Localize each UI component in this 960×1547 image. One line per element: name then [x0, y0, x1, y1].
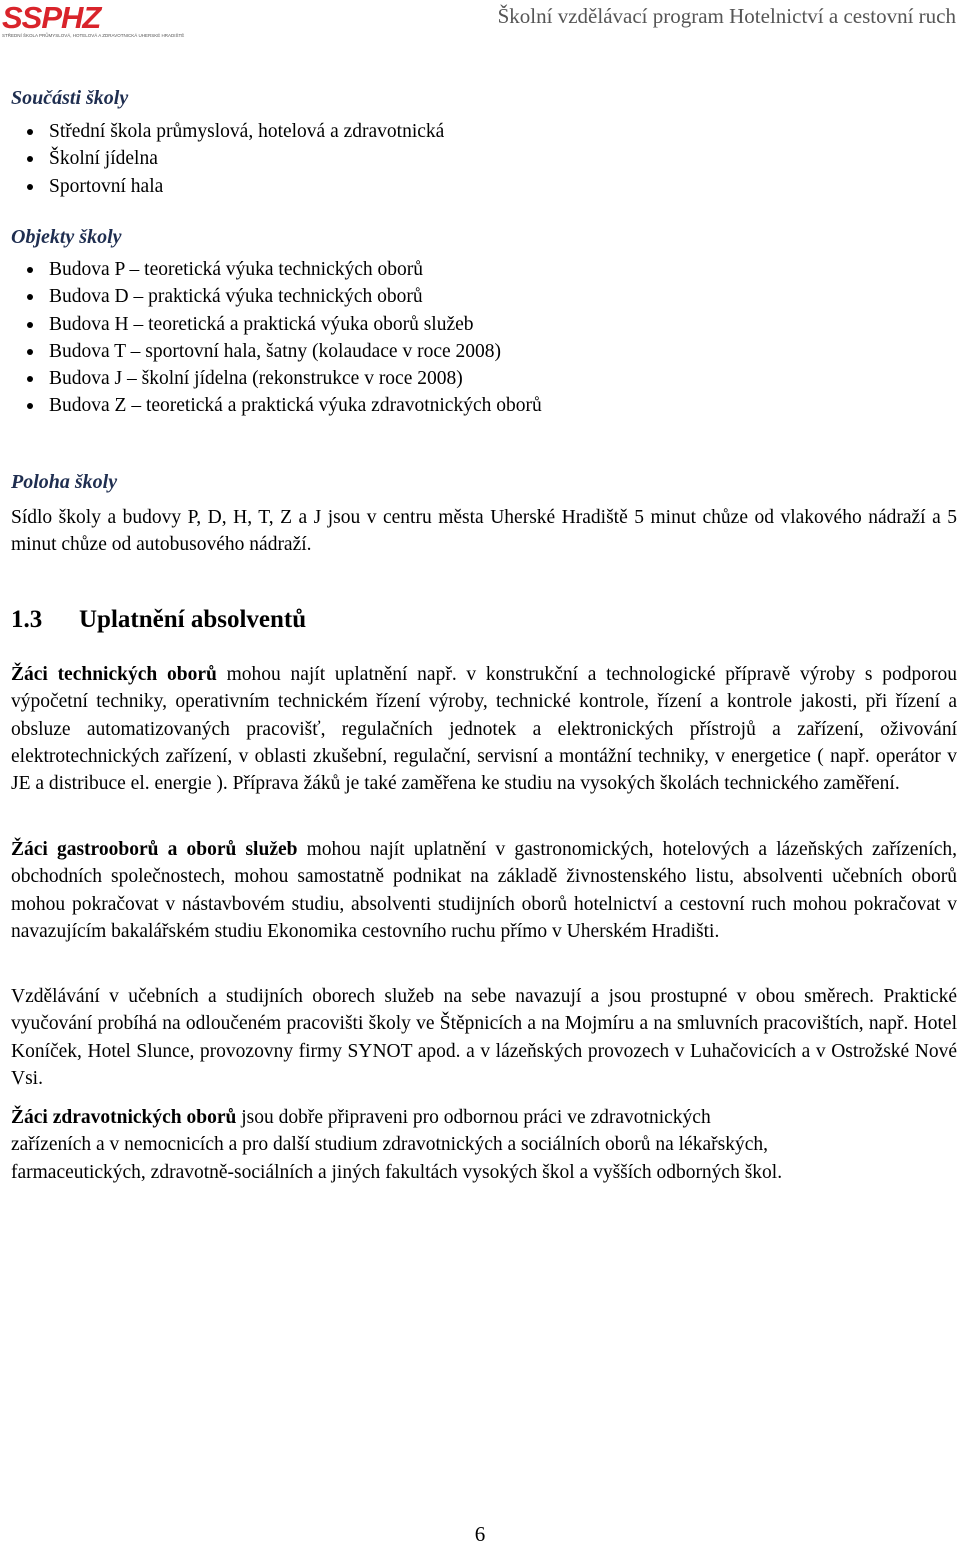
paragraph-zdravotnicke: [11, 1104, 957, 1186]
header-title: Školní vzdělávací program Hotelnictví a cestovní ruch: [497, 4, 956, 28]
section-heading: [11, 606, 306, 634]
list-item: Budova T – sportovní hala, šatny (kolaudace v roce 2008): [0, 338, 542, 365]
list-item: Sportovní hala: [0, 173, 444, 200]
poloha-text: Sídlo školy a budovy P, D, H, T, Z a J jsou v centru města Uherské Hradiště 5 minut chůze od vlakového nádraží a 5 minut chůze od autobusového nádraží.: [11, 507, 957, 556]
list-item: Budova J – školní jídelna (rekonstrukce v roce 2008): [0, 365, 542, 392]
page-number: 6: [474, 1522, 486, 1546]
paragraph-lead: Žáci technických oborů: [11, 664, 217, 685]
list-item: Školní jídelna: [0, 145, 444, 172]
list-item: Střední škola průmyslová, hotelová a zdravotnická: [0, 118, 444, 145]
paragraph-body: mohou najít uplatnění v gastronomických, hotelových a lázeňských zařízeních, obchodních společnostech, mohou samostatně podnikat na základě živnostenského listu, absolventi učebních oborů mohou pokračovat v nástavbovém studiu, absolventi studijních oborů hotelnictví a cestovní ruch mohou pokračovat v navazujícím bakalářském studiu Ekonomika cestovního ruchu přímo v Uherském Hradišti.: [11, 839, 957, 942]
paragraph-lead: Žáci gastrooborů a oborů služeb: [11, 839, 298, 860]
paragraph-lead: Žáci zdravotnických oborů: [11, 1107, 237, 1128]
paragraph-line: farmaceutických, zdravotně-sociálních a jiných fakultách vysokých škol a vyšších odborných škol.: [11, 1161, 783, 1183]
heading-soucasti: Součásti školy: [11, 87, 129, 109]
heading-poloha: Poloha školy: [11, 471, 118, 493]
paragraph-line: zařízeních a v nemocnicích a pro další studium zdravotnických a sociálních oborů na lékařských,: [11, 1134, 768, 1156]
school-logo: [2, 0, 185, 43]
logo-tagline: STŘEDNÍ ŠKOLA PRŮMYSLOVÁ, HOTELOVÁ A ZDRAVOTNICKÁ UHERSKÉ HRADIŠTĚ: [2, 33, 185, 38]
paragraph-vzdelavani: Vzdělávání v učebních a studijních oborech služeb na sebe navazují a jsou prostupné v obou směrech. Praktické vyučování probíhá na odloučeném pracovišti školy ve Štěpnicích a na Mojmíru a na smluvních pracovištích, např. Hotel Koníček, Hotel Slunce, provozovny firmy SYNOT apod. a v lázeňských provozech v Luhačovicích a v Ostrožské Nové Vsi.: [11, 986, 957, 1089]
paragraph-gastro: [11, 836, 957, 945]
list-item: Budova Z – teoretická a praktická výuka zdravotnických oborů: [0, 392, 542, 419]
section-number: 1.3: [11, 606, 43, 633]
paragraph-body: jsou dobře připraveni pro odbornou práci ve zdravotnických: [236, 1107, 711, 1128]
heading-objekty: Objekty školy: [11, 226, 122, 248]
paragraph-body: mohou najít uplatnění např. v konstrukční a technologické přípravě výroby s podporou výpočetní techniky, operativním technickém řízení výroby, technické kontrole, řízení a kontrole jakosti, při řízení a obsluze automatizovaných pracovišť, regulačních jednotek a elektronických přístrojů a zařízení, oživování elektrotechnických zařízení, v oblasti zkušební, regulační, servisní a montážní techniky, v energetice ( např. operátor v JE a distribuce el. energie ). Příprava žáků je také zaměřena ke studiu na vysokých školách technického zaměření.: [11, 664, 957, 795]
paragraph-technicke: [11, 661, 957, 797]
logo-wordmark: SSPHZ: [2, 0, 101, 35]
section-title: Uplatnění absolventů: [79, 606, 307, 633]
list-item: Budova H – teoretická a praktická výuka oborů služeb: [0, 311, 542, 338]
list-item: Budova D – praktická výuka technických oborů: [0, 283, 542, 310]
page-header: [0, 0, 960, 44]
soucasti-list: [0, 118, 444, 200]
objekty-list: [0, 256, 542, 420]
list-item: Budova P – teoretická výuka technických oborů: [0, 256, 542, 283]
